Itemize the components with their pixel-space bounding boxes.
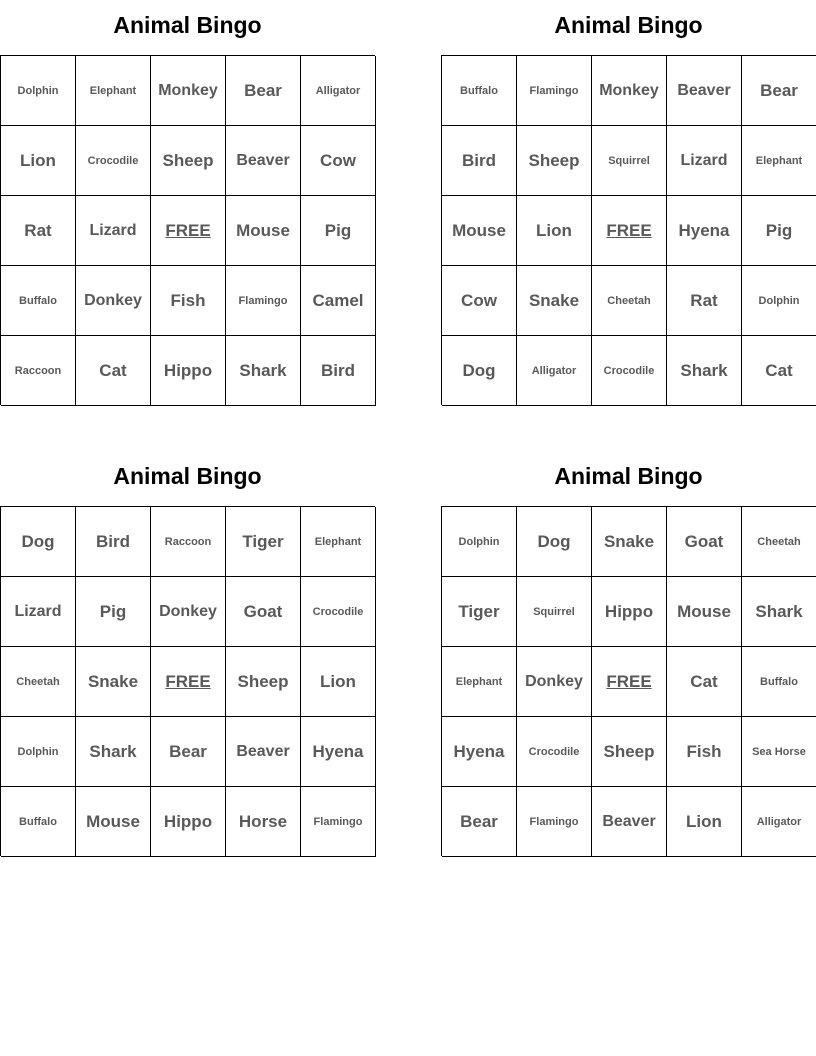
- bingo-cell: Crocodile: [76, 126, 151, 196]
- bingo-grid: [441, 506, 816, 856]
- bingo-grid: [441, 55, 816, 405]
- bingo-cell: Dolphin: [742, 266, 816, 336]
- card-title: Animal Bingo: [554, 12, 703, 38]
- bingo-cell: Alligator: [742, 787, 816, 857]
- bingo-cell: Squirrel: [517, 577, 592, 647]
- bingo-cell: Cow: [442, 266, 517, 336]
- bingo-cell: Raccoon: [151, 507, 226, 577]
- bingo-cell: Buffalo: [1, 787, 76, 857]
- bingo-cell: Sheep: [592, 717, 667, 787]
- card-title: Animal Bingo: [554, 463, 703, 489]
- bingo-cell: Cat: [667, 647, 742, 717]
- bingo-cell: Dog: [1, 507, 76, 577]
- bingo-cell: Mouse: [226, 196, 301, 266]
- bingo-cell: Bear: [742, 56, 816, 126]
- bingo-cell: Bird: [442, 126, 517, 196]
- bingo-cell: Hyena: [301, 717, 376, 787]
- bingo-cell: Dolphin: [1, 717, 76, 787]
- bingo-cell: Lizard: [1, 577, 76, 647]
- bingo-grid: [0, 506, 375, 856]
- card-title: Animal Bingo: [113, 12, 262, 38]
- bingo-cell: Rat: [667, 266, 742, 336]
- bingo-cell: Flamingo: [517, 56, 592, 126]
- bingo-cell: Alligator: [301, 56, 376, 126]
- bingo-cell: Goat: [667, 507, 742, 577]
- bingo-cell: Mouse: [442, 196, 517, 266]
- bingo-cell: Hippo: [151, 336, 226, 406]
- bingo-cell: Buffalo: [442, 56, 517, 126]
- free-space-cell: FREE: [592, 196, 667, 266]
- bingo-cell: Fish: [667, 717, 742, 787]
- bingo-cell: Hippo: [592, 577, 667, 647]
- bingo-cell: Elephant: [442, 647, 517, 717]
- free-space-cell: FREE: [151, 196, 226, 266]
- bingo-cell: Mouse: [76, 787, 151, 857]
- bingo-cell: Crocodile: [592, 336, 667, 406]
- bingo-cell: Bird: [76, 507, 151, 577]
- bingo-cell: Cat: [76, 336, 151, 406]
- bingo-cell: Monkey: [151, 56, 226, 126]
- bingo-cell: Rat: [1, 196, 76, 266]
- bingo-cell: Flamingo: [226, 266, 301, 336]
- bingo-cell: Sea Horse: [742, 717, 816, 787]
- bingo-cell: Donkey: [151, 577, 226, 647]
- bingo-cell: Raccoon: [1, 336, 76, 406]
- bingo-cell: Lion: [1, 126, 76, 196]
- bingo-cell: Lion: [301, 647, 376, 717]
- bingo-cell: Elephant: [742, 126, 816, 196]
- bingo-cell: Sheep: [226, 647, 301, 717]
- bingo-cell: Tiger: [226, 507, 301, 577]
- bingo-cell: Dolphin: [1, 56, 76, 126]
- bingo-cell: Hyena: [442, 717, 517, 787]
- bingo-cell: Beaver: [667, 56, 742, 126]
- bingo-cell: Donkey: [76, 266, 151, 336]
- bingo-cell: Cheetah: [592, 266, 667, 336]
- bingo-cell: Horse: [226, 787, 301, 857]
- bingo-cell: Lion: [517, 196, 592, 266]
- bingo-cell: Beaver: [592, 787, 667, 857]
- bingo-cell: Cheetah: [742, 507, 816, 577]
- card-title: Animal Bingo: [113, 463, 262, 489]
- bingo-cell: Bear: [226, 56, 301, 126]
- bingo-cell: Flamingo: [517, 787, 592, 857]
- bingo-cell: Crocodile: [517, 717, 592, 787]
- bingo-cell: Flamingo: [301, 787, 376, 857]
- bingo-cell: Lion: [667, 787, 742, 857]
- bingo-cell: Dolphin: [442, 507, 517, 577]
- bingo-grid: [0, 55, 375, 405]
- bingo-cell: Pig: [301, 196, 376, 266]
- bingo-cell: Hippo: [151, 787, 226, 857]
- bingo-cell: Mouse: [667, 577, 742, 647]
- bingo-cell: Alligator: [517, 336, 592, 406]
- bingo-cell: Sheep: [517, 126, 592, 196]
- bingo-cell: Squirrel: [592, 126, 667, 196]
- bingo-cell: Snake: [592, 507, 667, 577]
- bingo-cell: Dog: [442, 336, 517, 406]
- bingo-cell: Buffalo: [742, 647, 816, 717]
- free-space-cell: FREE: [151, 647, 226, 717]
- bingo-cell: Bird: [301, 336, 376, 406]
- bingo-cell: Bear: [151, 717, 226, 787]
- bingo-cell: Elephant: [76, 56, 151, 126]
- bingo-cell: Sheep: [151, 126, 226, 196]
- bingo-cell: Shark: [226, 336, 301, 406]
- bingo-cell: Shark: [742, 577, 816, 647]
- bingo-cell: Cow: [301, 126, 376, 196]
- bingo-cell: Lizard: [667, 126, 742, 196]
- bingo-cell: Pig: [742, 196, 816, 266]
- bingo-cell: Dog: [517, 507, 592, 577]
- bingo-cell: Cheetah: [1, 647, 76, 717]
- bingo-cell: Lizard: [76, 196, 151, 266]
- bingo-cell: Fish: [151, 266, 226, 336]
- bingo-cell: Beaver: [226, 717, 301, 787]
- bingo-cell: Buffalo: [1, 266, 76, 336]
- bingo-cell: Elephant: [301, 507, 376, 577]
- bingo-cell: Tiger: [442, 577, 517, 647]
- bingo-cell: Hyena: [667, 196, 742, 266]
- bingo-cell: Pig: [76, 577, 151, 647]
- bingo-cell: Snake: [517, 266, 592, 336]
- bingo-cell: Goat: [226, 577, 301, 647]
- bingo-cell: Shark: [76, 717, 151, 787]
- bingo-cell: Crocodile: [301, 577, 376, 647]
- bingo-cell: Snake: [76, 647, 151, 717]
- bingo-cell: Donkey: [517, 647, 592, 717]
- free-space-cell: FREE: [592, 647, 667, 717]
- bingo-cell: Monkey: [592, 56, 667, 126]
- bingo-cell: Shark: [667, 336, 742, 406]
- bingo-cell: Bear: [442, 787, 517, 857]
- bingo-cell: Camel: [301, 266, 376, 336]
- bingo-cell: Cat: [742, 336, 816, 406]
- bingo-cell: Beaver: [226, 126, 301, 196]
